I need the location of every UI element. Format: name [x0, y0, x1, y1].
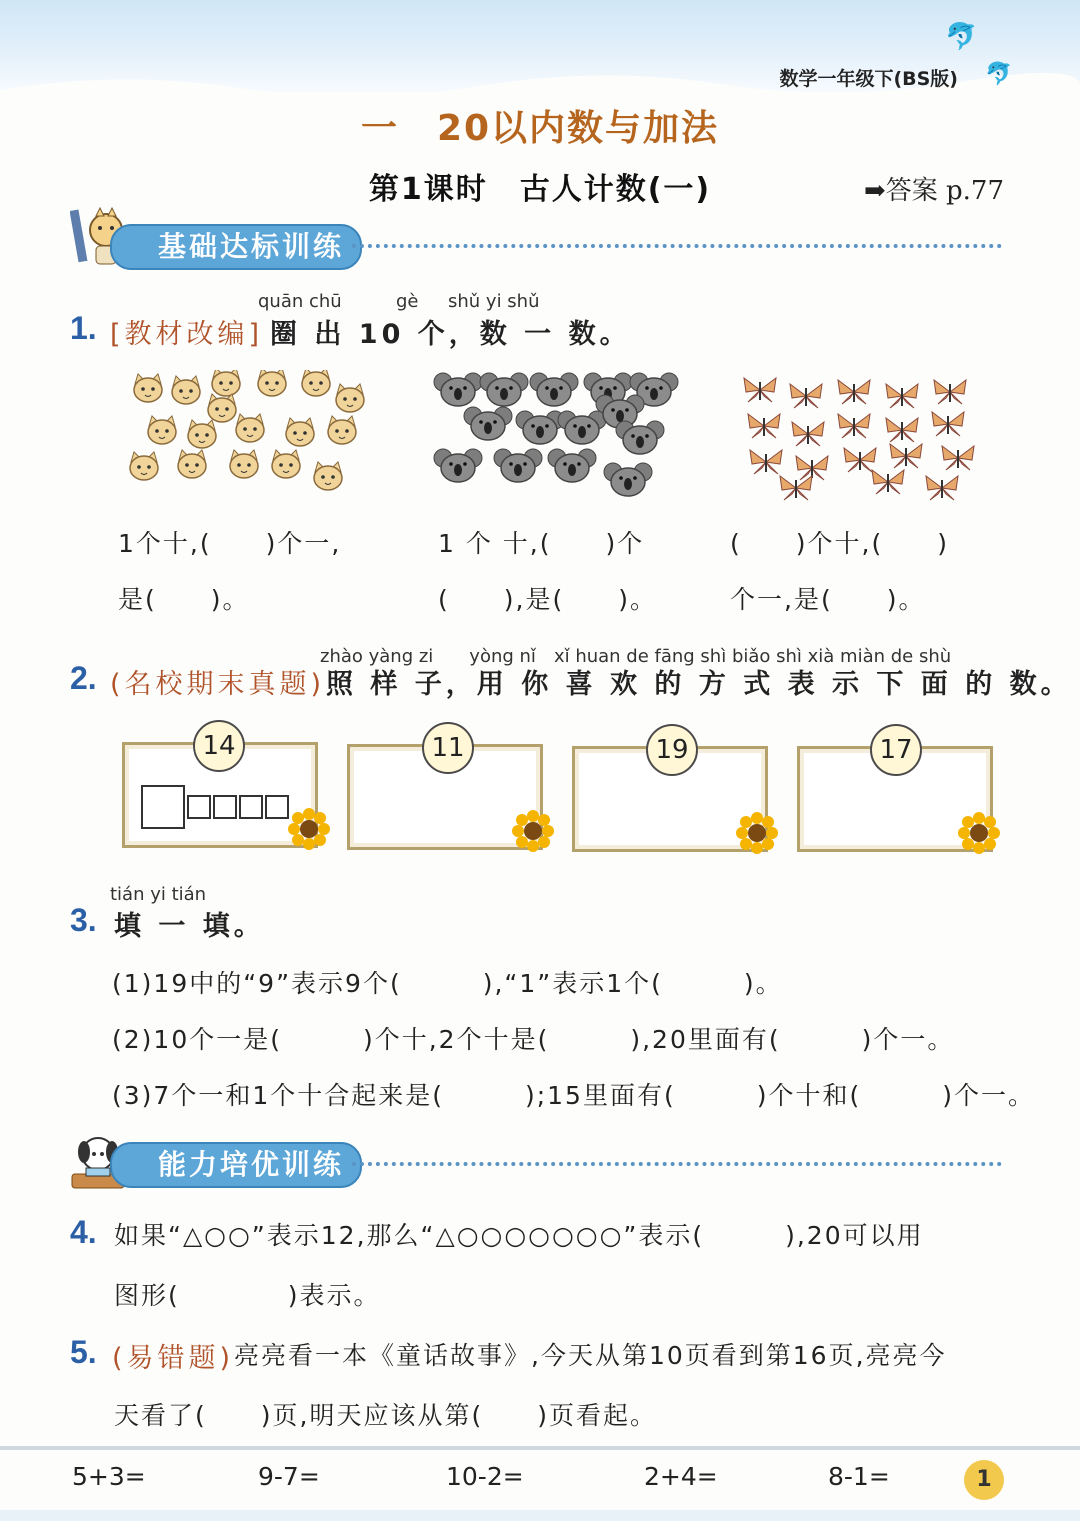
page-number: 1: [964, 1460, 1004, 1500]
koala-face-icon: [434, 373, 482, 406]
question-number: 3.: [70, 902, 97, 938]
q4-line: 图形( )表示。: [114, 1281, 381, 1310]
one-square-icon: [213, 795, 237, 819]
q3-item: (2)10个一是( )个十,2个十是( ),20里面有( )个一。: [112, 1025, 955, 1054]
cat-face-icon: [302, 370, 330, 396]
dolphin-icon: 🐬: [985, 62, 1013, 87]
butterfly-icon: [886, 418, 918, 442]
footer-exercise: 10-2=: [446, 1462, 524, 1491]
butterfly-icon: [744, 378, 776, 402]
butterfly-icon: [790, 384, 822, 408]
one-square-icon: [239, 795, 263, 819]
koala-face-icon: [604, 463, 652, 496]
chapter-title: 一 20以内数与加法: [360, 108, 720, 149]
q3-pinyin: tián yi tián: [110, 884, 207, 905]
question-number: 1.: [70, 310, 97, 346]
cat-face-icon: [314, 462, 342, 490]
ten-square-icon: [141, 785, 185, 829]
question-number: 5.: [70, 1334, 97, 1370]
q1-answer-line: 1 个 十,( )个: [438, 529, 645, 558]
sunflower-icon: [736, 812, 778, 854]
q3-item: (1)19中的“9”表示9个( ),“1”表示1个( )。: [112, 969, 783, 998]
butterfly-icon: [844, 448, 876, 472]
koala-face-icon: [494, 449, 542, 482]
butterfly-icon: [780, 476, 812, 500]
sunflower-icon: [288, 808, 330, 850]
question-tag: [教材改编]: [110, 319, 264, 350]
cat-face-icon: [230, 450, 258, 478]
koala-face-icon: [616, 421, 664, 454]
question-text: 圈 出 10 个，数 一 数。: [270, 319, 631, 350]
question-tag: (易错题): [112, 1343, 235, 1374]
butterfly-icon: [748, 414, 780, 438]
cat-face-icon: [236, 414, 264, 442]
q1-answer-line: 1个十,( )个一,: [118, 529, 342, 558]
cat-group: [126, 370, 376, 500]
butterfly-icon: [744, 378, 974, 500]
q1-answer-line: ( ),是( )。: [438, 585, 657, 614]
butterfly-icon: [932, 412, 964, 436]
footer-exercise: 5+3=: [72, 1462, 146, 1491]
cat-face-icon: [148, 416, 176, 444]
question-tag: (名校期末真题): [110, 669, 326, 700]
footer-band: [0, 1510, 1080, 1521]
q1-answer-line: 是( )。: [118, 585, 250, 614]
butterfly-icon: [934, 380, 966, 404]
q5-line: 天看了( )页,明天应该从第( )页看起。: [114, 1401, 657, 1430]
butterfly-icon: [838, 414, 870, 438]
number-circle: 14: [193, 720, 245, 772]
q5-line: 亮亮看一本《童话故事》,今天从第10页看到第16页,亮亮今: [234, 1341, 947, 1370]
butterfly-icon: [890, 444, 922, 468]
cat-face-icon: [134, 374, 162, 402]
one-square-icon: [265, 795, 289, 819]
koala-face-icon: [558, 411, 606, 444]
butterfly-icon: [750, 450, 782, 474]
butterfly-icon: [792, 422, 824, 446]
koala-face-icon: [434, 373, 678, 496]
question-text: 填 一 填。: [114, 911, 265, 942]
footer-divider: [0, 1446, 1080, 1450]
koala-face-icon: [548, 449, 596, 482]
koala-face-icon: [464, 407, 512, 440]
cat-face-icon: [178, 450, 206, 478]
q4-line: 如果“△○○”表示12,那么“△○○○○○○○”表示( ),20可以用: [114, 1221, 924, 1250]
question-number: 2.: [70, 660, 97, 696]
sunflower-icon: [512, 810, 554, 852]
butterfly-icon: [926, 476, 958, 500]
cat-face-icon: [212, 370, 240, 396]
cat-face-icon: [130, 452, 158, 480]
cat-face-icon: [258, 370, 286, 396]
butterfly-icon: [838, 380, 870, 404]
q1-answer-line: ( )个十,( ): [730, 529, 949, 558]
cat-face-icon: [286, 418, 314, 446]
cat-face-icon: [208, 394, 236, 422]
cat-face-icon: [336, 384, 364, 412]
koala-face-icon: [530, 373, 578, 406]
answer-reference: ➡答案 p.77: [863, 176, 1004, 206]
book-series-label: 数学一年级下(BS版): [779, 68, 958, 90]
question-number: 4.: [70, 1214, 97, 1250]
koala-group: [432, 368, 682, 498]
butterfly-group: [736, 370, 986, 505]
koala-face-icon: [434, 449, 482, 482]
cat-face-icon: [172, 376, 200, 404]
section-banner-basic: 基础达标训练: [110, 224, 362, 270]
footer-exercise: 9-7=: [258, 1462, 320, 1491]
dotted-divider: [352, 1162, 1002, 1170]
footer-exercise: 2+4=: [644, 1462, 718, 1491]
number-circle: 11: [422, 722, 474, 774]
number-circle: 17: [870, 724, 922, 776]
koala-face-icon: [480, 373, 528, 406]
number-circle: 19: [646, 724, 698, 776]
sunflower-icon: [958, 812, 1000, 854]
dolphin-icon: 🐬: [945, 22, 978, 52]
butterfly-icon: [886, 384, 918, 408]
cat-face-icon: [188, 420, 216, 448]
butterfly-icon: [872, 470, 904, 494]
q1-pinyin-2: gè: [396, 291, 419, 312]
footer-exercise: 8-1=: [828, 1462, 890, 1491]
q3-item: (3)7个一和1个十合起来是( );15里面有( )个十和( )个一。: [112, 1081, 1035, 1110]
q2-pinyin: zhào yàng zi yòng nǐ xǐ huan de fāng shì biǎo shì xià miàn de shù: [320, 646, 952, 667]
section-banner-advanced: 能力培优训练: [110, 1142, 362, 1188]
one-square-icon: [187, 795, 211, 819]
butterfly-icon: [942, 446, 974, 470]
koala-face-icon: [516, 411, 564, 444]
q1-answer-line: 个一,是( )。: [730, 585, 926, 614]
q1-pinyin-3: shǔ yi shǔ: [448, 291, 540, 312]
cat-face-icon: [272, 450, 300, 478]
lesson-title: 第1课时 古人计数(一): [368, 172, 712, 207]
cat-face-icon: [130, 370, 364, 490]
question-text: 照 样 子，用 你 喜 欢 的 方 式 表 示 下 面 的 数。: [326, 669, 1072, 700]
dotted-divider: [352, 244, 1002, 252]
cat-face-icon: [328, 416, 356, 444]
q1-pinyin-1: quān chū: [258, 291, 342, 312]
